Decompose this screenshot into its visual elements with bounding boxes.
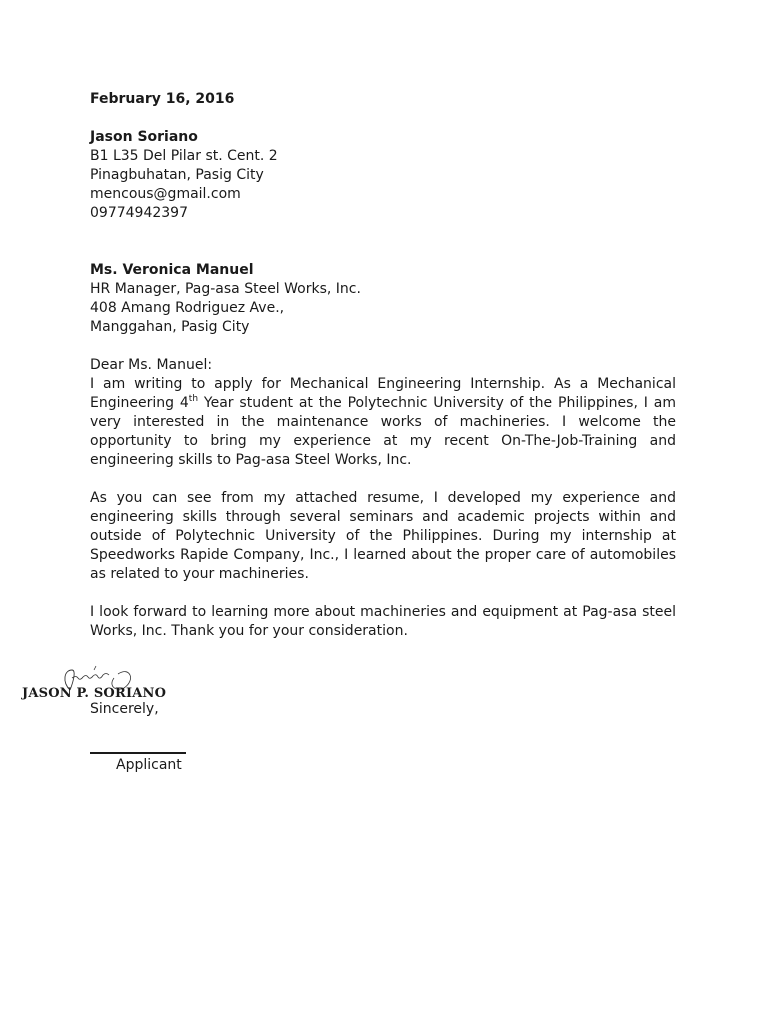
sender-block [90, 128, 676, 223]
sender-name: Jason Soriano [90, 129, 198, 145]
paragraph-1 [90, 375, 676, 470]
signature-line [90, 752, 186, 754]
recipient-name: Ms. Veronica Manuel [90, 262, 254, 278]
paragraph-2: As you can see from my attached resume, I developed my experience and engineering skills through several seminars and academic projects within and outside of Polytechnic University of the Philippines. During my internship at Speedworks Rapide Company, Inc., I learned about the proper care of automobiles as related to your machineries. [90, 490, 676, 582]
salutation: Dear Ms. Manuel: [90, 357, 213, 373]
recipient-address-line2: Manggahan, Pasig City [90, 319, 250, 335]
recipient-address-line1: 408 Amang Rodriguez Ave., [90, 300, 285, 316]
letter-date: February 16, 2016 [90, 91, 235, 107]
recipient-block [90, 261, 676, 337]
signature-name: JASON P. SORIANO [22, 686, 167, 701]
sender-address-line2: Pinagbuhatan, Pasig City [90, 167, 264, 183]
closing: Sincerely, [90, 701, 159, 717]
recipient-title-company: HR Manager, Pag-asa Steel Works, Inc. [90, 281, 361, 297]
signature [22, 664, 167, 704]
sender-address-line1: B1 L35 Del Pilar st. Cent. 2 [90, 148, 278, 164]
paragraph-1-start: I am writing to apply for Mechanical Engineering Internship. As a Mechanical Engineering 4 [90, 376, 676, 411]
letter-body [90, 90, 676, 641]
paragraph-3: I look forward to learning more about machineries and equipment at Pag-asa steel Works, Inc. Thank you for your consideration. [90, 604, 676, 639]
ordinal-suffix: th [188, 394, 199, 404]
signer-role: Applicant [116, 757, 182, 773]
paragraph-1-end: Year student at the Polytechnic University of the Philippines, I am very interested in the maintenance works of machineries. I welcome the opportunity to bring my experience at my recent On-The-Job-Training and engineering skills to Pag-asa Steel Works, Inc. [90, 395, 677, 468]
sender-email: mencous@gmail.com [90, 186, 241, 202]
sender-phone: 09774942397 [90, 205, 188, 221]
